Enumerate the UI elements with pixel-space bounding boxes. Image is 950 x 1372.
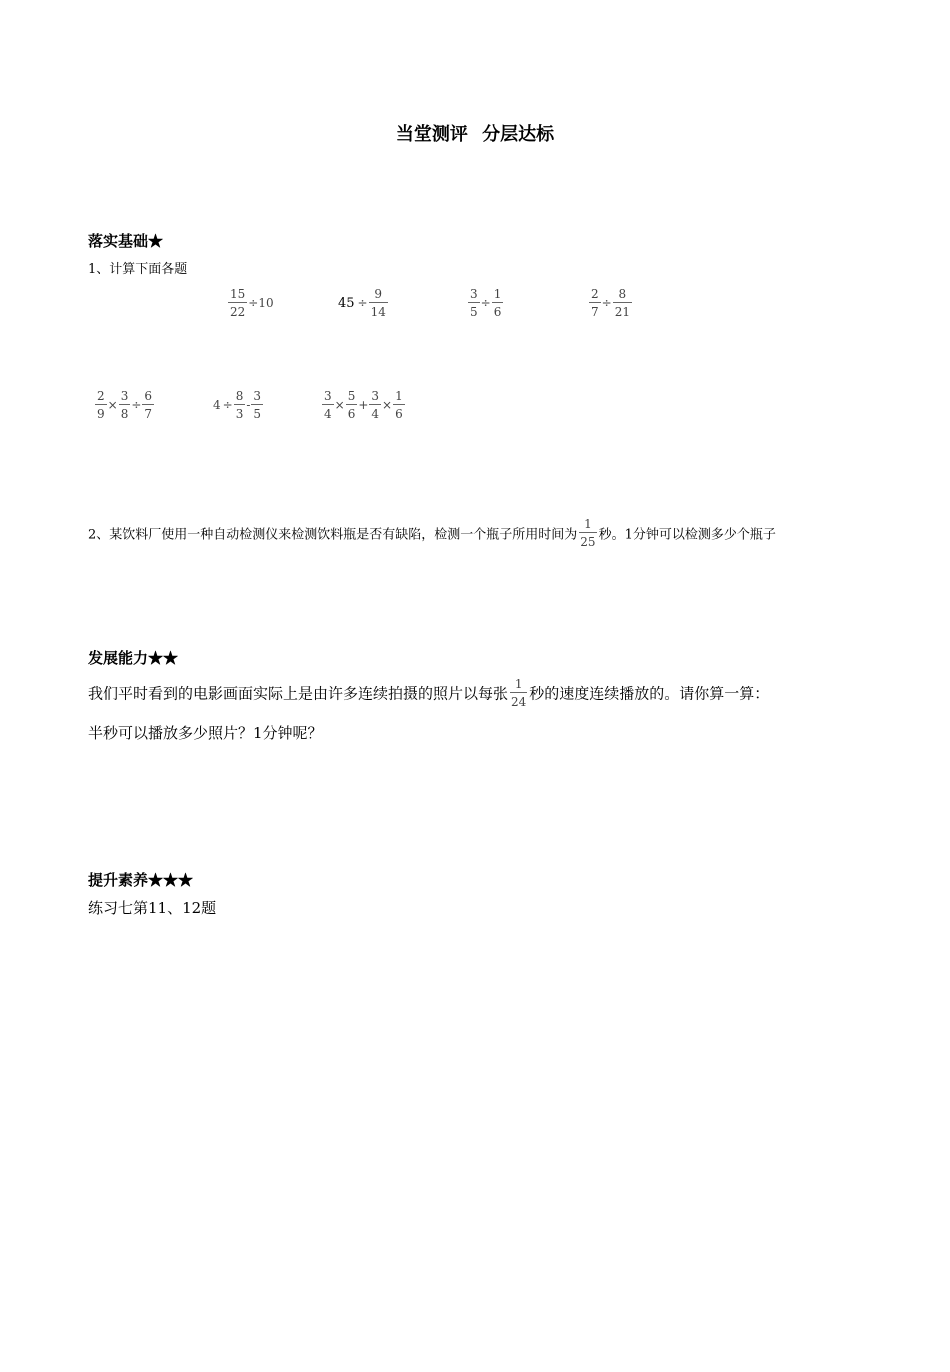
fraction: $\frac{1}{24}$ <box>511 677 527 709</box>
divide-operator: ÷ <box>357 296 368 310</box>
divide-operator: ÷ <box>601 296 612 310</box>
multiply-operator: × <box>382 398 393 412</box>
fraction: $\frac{2}{7}$ <box>591 287 599 319</box>
section-heading-literacy: 提升素养★★★ <box>88 871 194 889</box>
expression-3 <box>468 288 503 318</box>
multiply-operator: × <box>107 398 118 412</box>
fraction: $\frac{1}{6}$ <box>493 287 502 319</box>
expression-6 <box>212 390 263 420</box>
plus-operator: + <box>358 398 369 412</box>
fraction: $\frac{1}{25}$ <box>580 517 596 549</box>
fraction: $\frac{2}{9}$ <box>97 389 105 421</box>
expression-7 <box>322 390 405 420</box>
fraction: $\frac{15}{22}$ <box>230 287 246 319</box>
literacy-exercise-line: 练习七第11、12题 <box>88 899 217 917</box>
fraction: $\frac{3}{8}$ <box>120 389 129 421</box>
fraction: $\frac{6}{7}$ <box>144 389 153 421</box>
ability-question-line-2: 半秒可以播放多少照片？1分钟呢？ <box>88 724 323 742</box>
integer: 45 <box>338 295 355 311</box>
fraction: $\frac{8}{3}$ <box>235 389 244 421</box>
divide-operator: ÷ <box>222 398 233 412</box>
fraction: $\frac{9}{14}$ <box>370 287 386 319</box>
fraction: $\frac{3}{5}$ <box>470 287 478 319</box>
section-heading-ability: 发展能力★★ <box>88 649 179 667</box>
expression-1 <box>228 288 275 318</box>
fraction: $\frac{5}{6}$ <box>347 389 356 421</box>
page-title: 当堂测评 分层达标 <box>395 124 555 145</box>
question-1-label: 1、计算下面各题 <box>88 262 188 277</box>
integer: 4 <box>213 398 221 412</box>
ability-text-after: 秒的速度连续播放的。请你算一算： <box>529 684 770 703</box>
section-heading-basic: 落实基础★ <box>88 232 164 250</box>
fraction: $\frac{1}{6}$ <box>395 389 403 421</box>
divide-operator: ÷ <box>131 398 142 412</box>
question-2-text-after: 秒。1分钟可以检测多少个瓶子 <box>598 527 776 543</box>
multiply-operator: × <box>334 398 345 412</box>
expression-2 <box>338 288 388 318</box>
ability-text-before: 我们平时看到的电影画面实际上是由许多连续拍摄的照片以每张 <box>88 684 509 703</box>
fraction: $\frac{3}{4}$ <box>324 389 332 421</box>
minus-operator: - <box>246 398 251 412</box>
question-2 <box>88 518 776 548</box>
expression-4 <box>589 288 632 318</box>
fraction: $\frac{3}{5}$ <box>253 389 262 421</box>
expression-rest: ÷10 <box>248 296 274 310</box>
ability-question-line-1 <box>88 678 769 708</box>
fraction: $\frac{8}{21}$ <box>614 287 630 319</box>
question-2-text-before: 2、某饮料厂使用一种自动检测仪来检测饮料瓶是否有缺陷，检测一个瓶子所用时间为 <box>88 527 578 543</box>
expression-5 <box>95 390 154 420</box>
divide-operator: ÷ <box>480 296 491 310</box>
fraction: $\frac{3}{4}$ <box>371 389 380 421</box>
